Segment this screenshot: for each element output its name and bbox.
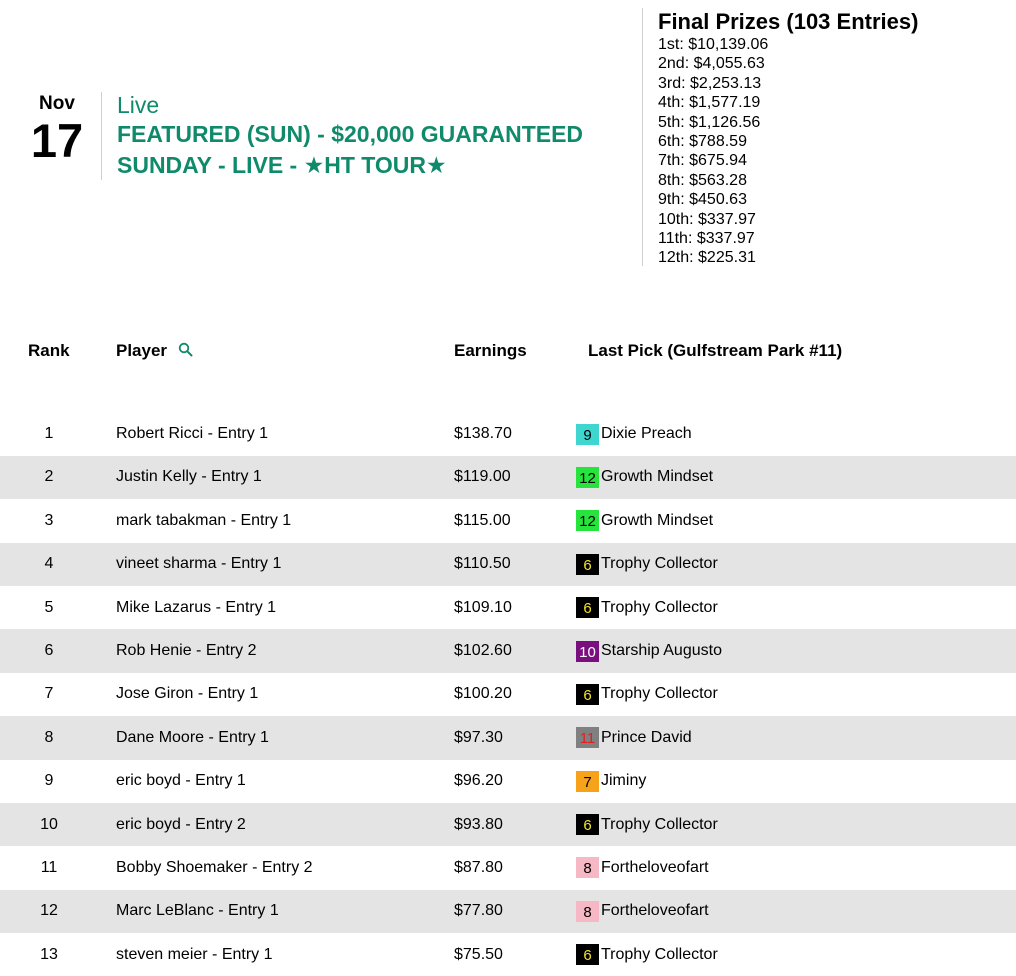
earnings-header-label: Earnings — [454, 341, 527, 360]
post-position-badge: 6 — [576, 554, 599, 575]
player-cell[interactable]: Mike Lazarus - Entry 1 — [116, 598, 277, 616]
post-position-badge: 11 — [576, 727, 599, 748]
player-cell[interactable]: vineet sharma - Entry 1 — [116, 543, 454, 586]
post-position-badge: 9 — [576, 424, 599, 445]
rank-cell: 10 — [0, 803, 116, 846]
event-status: Live — [117, 92, 160, 118]
post-position-badge: 8 — [576, 857, 599, 878]
earnings-cell: $87.80 — [454, 858, 503, 876]
table-row[interactable] — [0, 586, 1016, 629]
player-cell[interactable]: Jose Giron - Entry 1 — [116, 685, 259, 703]
earnings-cell: $96.20 — [454, 772, 503, 790]
prize-item: 7th: $675.94 — [658, 152, 747, 170]
rank-cell: 6 — [0, 629, 116, 672]
last-pick — [576, 771, 1016, 792]
post-position-badge: 12 — [576, 467, 599, 488]
player-cell[interactable]: Rob Henie - Entry 2 — [116, 629, 454, 672]
rank-cell: 9 — [44, 772, 54, 790]
event-title-line1: FEATURED (SUN) - $20,000 GUARANTEED — [117, 121, 584, 147]
header-spacer — [0, 369, 1016, 412]
rank-cell: 8 — [0, 716, 116, 759]
player-cell[interactable]: Justin Kelly - Entry 1 — [116, 456, 454, 499]
horse-name: Growth Mindset — [601, 511, 714, 529]
player-cell[interactable]: Bobby Shoemaker - Entry 2 — [116, 858, 313, 876]
last-pick — [576, 857, 1016, 878]
prize-item: 3rd: $2,253.13 — [658, 74, 762, 92]
post-position-badge: 10 — [576, 641, 599, 662]
event-header — [117, 92, 637, 181]
last-pick-cell — [583, 760, 1016, 803]
post-position-badge: 12 — [576, 510, 599, 531]
player-cell[interactable]: Marc LeBlanc - Entry 1 — [116, 890, 454, 933]
prizes-heading: Final Prizes (103 Entries) — [658, 9, 919, 34]
prize-item: 12th: $225.31 — [658, 249, 756, 267]
prize-item: 1st: $10,139.06 — [658, 36, 769, 53]
last-pick-header-label: Last Pick (Gulfstream Park #11) — [588, 341, 843, 360]
rank-cell: 2 — [0, 456, 116, 499]
prize-list — [658, 35, 1008, 268]
earnings-cell: $115.00 — [454, 511, 511, 529]
last-pick-cell — [579, 499, 1016, 542]
leaderboard-body — [0, 412, 1016, 976]
rank-cell: 7 — [44, 685, 54, 703]
table-row[interactable] — [0, 760, 1016, 803]
last-pick — [576, 641, 1016, 662]
last-pick — [576, 554, 1016, 575]
horse-name: Trophy Collector — [601, 945, 718, 963]
earnings-cell: $119.00 — [454, 456, 588, 499]
horse-name: Prince David — [601, 728, 692, 746]
rank-cell: 11 — [40, 858, 58, 876]
last-pick-cell — [583, 933, 1016, 976]
last-pick-cell — [583, 543, 1016, 586]
prize-item: 2nd: $4,055.63 — [658, 55, 765, 73]
player-column-header[interactable] — [116, 333, 454, 369]
last-pick-cell — [583, 673, 1016, 716]
table-row[interactable] — [0, 846, 1016, 889]
table-row[interactable] — [0, 673, 1016, 716]
earnings-cell: $110.50 — [454, 543, 588, 586]
earnings-cell: $109.10 — [454, 598, 512, 616]
last-pick-cell — [583, 890, 1016, 933]
earnings-column-header[interactable] — [454, 333, 588, 369]
horse-name: Fortheloveofart — [601, 902, 709, 920]
earnings-cell: $97.30 — [454, 716, 588, 759]
rank-cell: 1 — [44, 425, 54, 443]
post-position-badge: 7 — [576, 771, 599, 792]
last-pick — [576, 901, 1016, 922]
last-pick — [576, 424, 1016, 445]
table-row[interactable] — [0, 803, 1016, 846]
post-position-badge: 8 — [576, 901, 599, 922]
prize-item: 8th: $563.28 — [658, 171, 747, 189]
last-pick-cell — [579, 456, 1016, 499]
horse-name: Dixie Preach — [601, 425, 692, 443]
horse-name: Trophy Collector — [601, 685, 718, 703]
table-header-row — [0, 333, 1016, 369]
date-divider — [101, 92, 102, 180]
horse-name: Jiminy — [601, 772, 647, 790]
player-header-label: Player — [116, 340, 168, 360]
horse-name: Trophy Collector — [601, 815, 718, 833]
table-row[interactable] — [0, 412, 1016, 455]
last-pick — [576, 814, 1016, 835]
table-row[interactable] — [0, 499, 1016, 542]
table-row[interactable] — [0, 933, 1016, 976]
prize-item: 11th: $337.97 — [658, 230, 755, 248]
prize-item: 10th: $337.97 — [658, 210, 756, 228]
last-pick-cell — [579, 629, 1016, 672]
player-cell[interactable]: Robert Ricci - Entry 1 — [116, 425, 269, 443]
horse-name: Fortheloveofart — [601, 858, 709, 876]
last-pick-cell — [583, 846, 1016, 889]
final-prizes — [658, 8, 1008, 268]
post-position-badge: 6 — [576, 684, 599, 705]
rank-column-header[interactable] — [0, 333, 116, 369]
last-pick — [576, 727, 1016, 748]
last-pick — [576, 597, 1016, 618]
event-day: 17 — [30, 114, 84, 167]
table-row[interactable] — [0, 890, 1016, 933]
event-month: Nov — [39, 93, 75, 114]
prize-item: 5th: $1,126.56 — [658, 113, 761, 131]
earnings-cell: $77.80 — [454, 890, 588, 933]
last-pick — [576, 467, 1016, 488]
post-position-badge: 6 — [576, 814, 599, 835]
earnings-cell: $100.20 — [454, 685, 512, 703]
rank-cell: 5 — [44, 598, 54, 616]
prize-item: 4th: $1,577.19 — [658, 94, 761, 112]
leaderboard-table — [0, 333, 1016, 976]
horse-name: Starship Augusto — [601, 642, 722, 660]
earnings-cell: $75.50 — [454, 945, 503, 963]
prize-divider — [642, 8, 643, 266]
post-position-badge: 6 — [576, 597, 599, 618]
player-cell[interactable]: eric boyd - Entry 2 — [116, 803, 454, 846]
rank-cell: 4 — [0, 543, 116, 586]
prize-item: 6th: $788.59 — [658, 133, 747, 151]
rank-cell: 3 — [44, 511, 54, 529]
player-cell[interactable]: eric boyd - Entry 1 — [116, 772, 246, 790]
table-row[interactable] — [0, 716, 1016, 759]
last-pick — [576, 510, 1016, 531]
last-pick-cell — [583, 803, 1016, 846]
last-pick-cell — [583, 586, 1016, 629]
rank-header-label: Rank — [28, 341, 70, 360]
earnings-cell: $93.80 — [454, 803, 588, 846]
player-cell[interactable]: Dane Moore - Entry 1 — [116, 716, 454, 759]
last-pick-column-header[interactable] — [588, 333, 1016, 369]
table-row[interactable] — [0, 456, 1016, 499]
horse-name: Trophy Collector — [601, 555, 718, 573]
event-date — [0, 92, 102, 166]
earnings-cell: $102.60 — [454, 629, 588, 672]
earnings-cell: $138.70 — [454, 425, 512, 443]
horse-name: Growth Mindset — [601, 468, 714, 486]
last-pick-cell — [579, 716, 1016, 759]
last-pick — [576, 684, 1016, 705]
player-cell[interactable]: steven meier - Entry 1 — [116, 945, 273, 963]
player-cell[interactable]: mark tabakman - Entry 1 — [116, 511, 292, 529]
search-icon[interactable] — [178, 342, 193, 362]
last-pick-cell — [583, 412, 1016, 455]
prize-item: 9th: $450.63 — [658, 191, 747, 209]
horse-name: Trophy Collector — [601, 598, 718, 616]
table-row[interactable] — [0, 629, 1016, 672]
table-row[interactable] — [0, 543, 1016, 586]
last-pick — [576, 944, 1016, 965]
post-position-badge: 6 — [576, 944, 599, 965]
event-title-line2: SUNDAY - LIVE - ★HT TOUR★ — [117, 152, 447, 178]
rank-cell: 12 — [0, 890, 116, 933]
rank-cell: 13 — [40, 945, 58, 963]
